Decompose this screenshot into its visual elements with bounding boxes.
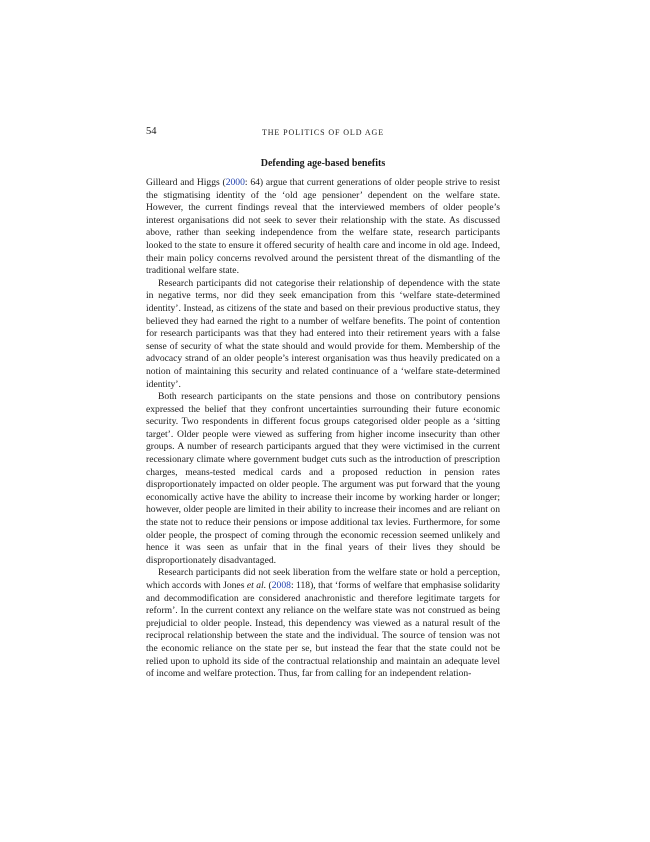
section-heading: Defending age-based benefits	[260, 158, 386, 169]
running-head: THE POLITICS OF OLD AGE	[261, 128, 385, 137]
paragraph-4-text-rest: : 118), that ‘forms of welfare that emphasise solidarity and decommodification are considered anachronistic and therefore legitimate targets for reform’. In the current context any reliance on the welfare state was not construed as being prejudicial to older people. Instead, this dependency was viewed as a natural result of the reciprocal relationship between the state and the individual. The source of tension was not the economic reliance on the state per se, but instead the fear that the state could not be relied upon to uphold its side of the contractual relationship and maintain an adequate level of income and welfare protection. Thus, far from calling for an independent relation-	[146, 580, 501, 680]
page-number: 54	[146, 126, 157, 137]
paragraph-4-text-mid: (	[266, 580, 272, 591]
et-al-italic: et al.	[246, 580, 267, 591]
paragraph-1-text-rest: : 64) argue that current generations of older people strive to resist the stigmatising identity of the ‘old age pensioner’ dependent on the welfare state. However, the current findings reveal that the interviewed members of older people’s interest organisations did not seek to sever their relationship with the state. As discussed above, rather than seeking independence from the welfare state, research participants looked to the state to ensure it offered security of health care and income in old age. Indeed, their main policy concerns revolved around the persistent threat of the dismantling of the traditional welfare state.	[146, 177, 500, 277]
paragraph-4-text-start: Research participants did not seek liberation from the welfare state or hold a perception, which accords with Jones	[146, 567, 500, 591]
citation-link-2000[interactable]: 2000	[225, 177, 245, 188]
body-text	[146, 177, 500, 681]
paragraph-2: Research participants did not categorise their relationship of dependence with the state in negative terms, nor did they seek emancipation from this ‘welfare state-determined identity’. Instead, as citizens of the state and based on their previous productive status, they believed they had earned the right to a number of welfare benefits. The point of contention for research participants was that they had entered into their retirement years with a false sense of security of what the state should and would provide for them. Membership of the advocacy strand of an older people’s interest organisation was thus heavily predicated on a notion of maintaining this security and related continuance of a ‘welfare state-determined identity’.	[146, 277, 500, 390]
paragraph-1	[146, 177, 500, 278]
paragraph-1-text-start: Gilleard and Higgs (	[146, 177, 226, 188]
paragraph-4	[146, 567, 500, 680]
citation-link-2008[interactable]: 2008	[271, 580, 291, 591]
paragraph-3: Both research participants on the state pensions and those on contributory pensions expressed the belief that they confront uncertainties surrounding their future economic security. Two respondents in different focus groups categorised older people as a ‘sitting target’. Older people were viewed as suffering from higher income insecurity than other groups. A number of research participants argued that they were victimised in the current recessionary climate where government budget cuts such as the introduction of prescription charges, means-tested medical cards and a proposed reduction in pension rates disproportionately impacted on older people. The argument was put forward that the young economically active have the ability to increase their income by working harder or longer; however, older people are limited in their ability to increase their incomes and are reliant on the state not to reduce their pensions or impose additional tax levies. Furthermore, for some older people, the prospect of coming through the economic recession seemed unlikely and hence it was seen as unfair that in the final years of their lives they should be disproportionately disadvantaged.	[146, 391, 500, 566]
